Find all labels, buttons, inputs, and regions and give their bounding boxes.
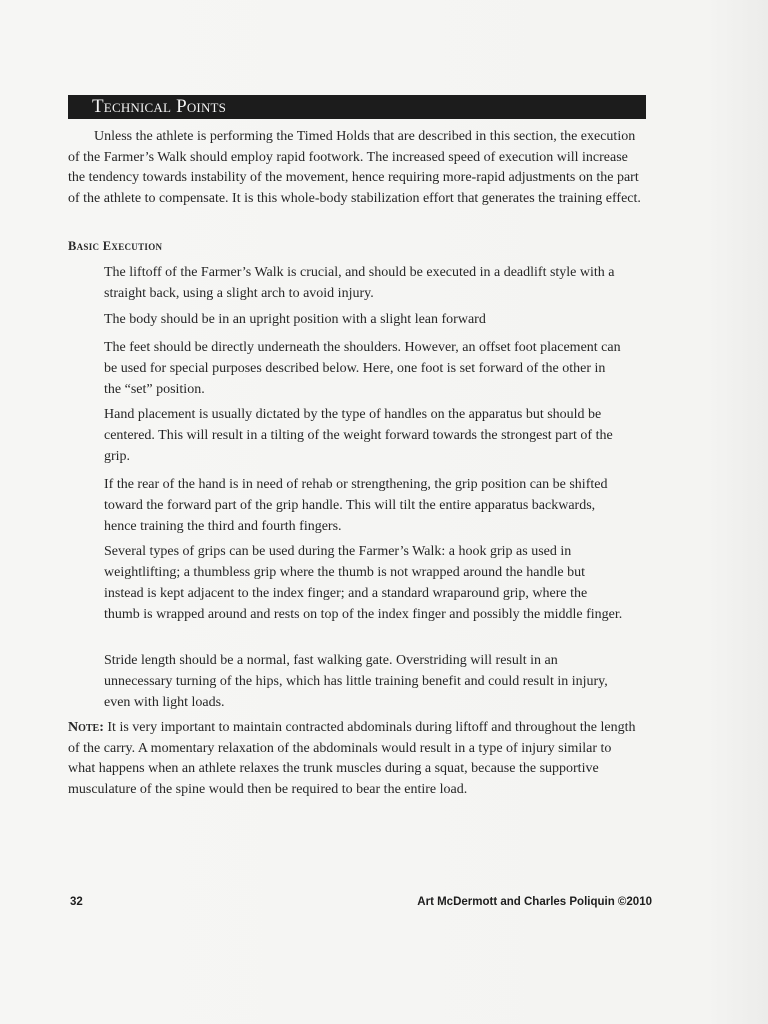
intro-paragraph: Unless the athlete is performing the Timed Holds that are described in this section, the execution of the Farmer’s Walk should employ rapid footwork. The increased speed of execution will increase the tendency towards instability of the movement, hence requiring more-rapid adjustments on the part of the athlete to compensate. It is this whole-body stabilization effort that generates the training effect. [68, 129, 641, 206]
subsection-heading: Basic Execution [68, 239, 163, 253]
execution-item: Hand placement is usually dictated by the type of handles on the apparatus but should be centered. This will result in a tilting of the weight forward towards the strongest part of the grip. [104, 407, 613, 464]
execution-item: Stride length should be a normal, fast walking gate. Overstriding will result in an unnecessary turning of the hips, which has little training benefit and could result in injury, even with light loads. [104, 653, 608, 710]
note-paragraph [68, 718, 638, 800]
execution-item: The feet should be directly underneath the shoulders. However, an offset foot placement can be used for special purposes described below. Here, one foot is set forward of the other in the “set” position. [104, 340, 621, 397]
section-header-bar [68, 95, 646, 119]
section-title: Technical Points [92, 96, 227, 117]
note-text: It is very important to maintain contracted abdominals during liftoff and throughout the length of the carry. A momentary relaxation of the abdominals would result in a type of injury similar to what happens when an athlete relaxes the trunk muscles during a squat, because the supportive musculature of the spine would then be required to bear the entire load. [68, 720, 636, 797]
page-number: 32 [70, 896, 83, 908]
note-label: Note: [68, 720, 104, 735]
execution-item: The liftoff of the Farmer’s Walk is crucial, and should be executed in a deadlift style with a straight back, using a slight arch to avoid injury. [104, 265, 615, 301]
footer-credit: Art McDermott and Charles Poliquin ©2010 [417, 896, 652, 908]
execution-item: The body should be in an upright position with a slight lean forward [104, 312, 486, 327]
execution-item: Several types of grips can be used during the Farmer’s Walk: a hook grip as used in weightlifting; a thumbless grip where the thumb is not wrapped around the handle but instead is kept adjacent to the index finger; and a standard wraparound grip, where the thumb is wrapped around and rests on top of the index finger and possibly the middle finger. [104, 544, 623, 622]
execution-item: If the rear of the hand is in need of rehab or strengthening, the grip position can be shifted toward the forward part of the grip handle. This will tilt the entire apparatus backwards, hence training the third and fourth fingers. [104, 477, 608, 534]
